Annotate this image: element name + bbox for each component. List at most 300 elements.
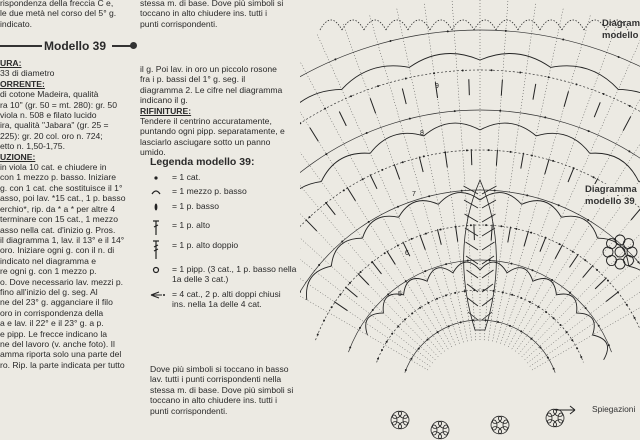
chart-chain-dot xyxy=(502,291,504,293)
model-header xyxy=(0,38,140,54)
col1-line: 225): gr. 20 col. oro n. 724; xyxy=(0,130,103,141)
chart-leaf-vein xyxy=(465,228,478,236)
chart-chain-dot xyxy=(470,224,472,226)
chart-chain-dot xyxy=(341,241,343,243)
col1-top-text xyxy=(0,0,134,29)
chart-chain-dot xyxy=(559,324,561,326)
col1-line: o. Dove necessario lav. mezzi p. xyxy=(0,276,124,287)
chart-spoke xyxy=(300,61,448,349)
col1-line: con 1 mezzo p. basso. Iniziare xyxy=(0,172,117,183)
chart-chain-dot xyxy=(409,118,411,120)
chart-chain-dot xyxy=(445,263,447,265)
chart-chain-dot xyxy=(428,195,430,197)
chart-top-arch xyxy=(430,20,452,30)
chart-top-arch xyxy=(364,20,386,30)
chart-chain-dot xyxy=(485,319,487,321)
col1-line: di cotone Madeira, qualità xyxy=(0,89,99,100)
chart-chain-dot xyxy=(384,252,386,254)
double-stitch-icon xyxy=(150,220,170,232)
chart-chain-dot xyxy=(511,294,513,296)
chart-chain-dot xyxy=(427,339,429,341)
chart-stitch xyxy=(306,219,317,231)
footer-line: stessa m. di base. Dove più simboli si xyxy=(150,384,294,395)
chart-chain-dot xyxy=(424,270,426,272)
chart-chain-dot xyxy=(618,56,620,58)
chart-chain-dot xyxy=(520,297,522,299)
chart-flower-petal xyxy=(503,420,509,430)
chart-chain-dot xyxy=(499,110,501,112)
chart-chain-dot xyxy=(418,348,420,350)
chart-chain-dot xyxy=(580,356,582,358)
chart-top-arch xyxy=(518,20,540,30)
col1-line: ra 10" (gr. 50 = mt. 280): gr. 50 xyxy=(0,99,117,110)
chart-chain-dot xyxy=(530,232,532,234)
chart-ring xyxy=(316,225,640,340)
picot-icon xyxy=(150,264,170,276)
chart-chain-dot xyxy=(585,307,587,309)
legend xyxy=(150,172,320,314)
chart-spoke xyxy=(488,4,535,341)
chart-flower-petal xyxy=(546,413,552,423)
chart-stitch xyxy=(533,84,536,100)
chart-chain-dot xyxy=(300,291,301,293)
col1-line: amma riporta solo una parte del xyxy=(0,349,122,360)
chart-scallop xyxy=(593,335,608,360)
chart-chain-dot xyxy=(576,347,578,349)
col2-line: puntando ogni pipp. separatamente, e xyxy=(140,126,285,137)
chart-chain-dot xyxy=(437,331,439,333)
chart-stitch xyxy=(387,251,395,265)
crochet-diagram xyxy=(300,0,640,440)
chart-chain-dot xyxy=(397,206,399,208)
chart-chain-dot xyxy=(391,333,393,335)
chart-scallop xyxy=(362,216,398,238)
chart-leaf-vein xyxy=(467,270,479,278)
chart-chain-dot xyxy=(405,280,407,282)
chart-flower-petal xyxy=(431,425,437,435)
chart-scallop xyxy=(300,182,321,220)
chart-stitch xyxy=(419,156,423,172)
chart-chain-dot xyxy=(520,330,522,332)
chart-spoke xyxy=(317,35,455,346)
chart-chain-dot xyxy=(454,292,456,294)
chart-stitch xyxy=(437,229,441,245)
chart-scallop xyxy=(409,53,480,67)
model-title: Modello 39 xyxy=(44,39,107,53)
chart-leaf-vein xyxy=(482,298,493,306)
col1-line: oro. Iniziare ogni g. con il n. di xyxy=(0,245,115,256)
chart-stitch xyxy=(583,265,593,277)
footer-line: toccano in alto chiudere ins. tutti i xyxy=(150,395,278,406)
chart-stitch xyxy=(325,202,335,215)
chart-chain-dot xyxy=(377,85,379,87)
chart-leaf-vein xyxy=(482,242,495,250)
chart-scallop xyxy=(556,294,576,313)
chart-chain-dot xyxy=(460,321,462,323)
chart-chain-dot xyxy=(359,327,361,329)
col2-line: Tendere il centrino accuratamente, xyxy=(140,116,272,127)
chart-scallop xyxy=(342,66,410,90)
col1-top-line: le due metà nel corso del 5° g. xyxy=(0,8,117,19)
col1-line: erchio*, rip. da * a * per altre 4 xyxy=(0,203,116,214)
chart-stitch xyxy=(631,208,640,220)
footer-line: lav. tutti i punti corrispondenti nella xyxy=(150,374,282,385)
chart-chain-dot xyxy=(628,150,630,152)
header-dot-icon xyxy=(130,42,137,49)
chart-stitch xyxy=(594,102,600,117)
chart-chain-dot xyxy=(558,243,560,245)
chart-chain-dot xyxy=(402,161,404,163)
chart-stitch xyxy=(469,79,470,95)
legend-row xyxy=(150,186,320,196)
chart-ring xyxy=(300,70,640,287)
legend-title: Legenda modello 39: xyxy=(150,156,255,168)
legend-text: ins. nella 1a delle 4 cat. xyxy=(172,299,262,310)
chart-scallop xyxy=(536,133,590,153)
chart-chain-dot xyxy=(436,298,438,300)
chart-chain-dot xyxy=(584,259,586,261)
chart-chain-dot xyxy=(596,269,598,271)
chart-chain-dot xyxy=(551,279,553,281)
chart-stitch xyxy=(370,174,377,188)
chart-chain-dot xyxy=(537,306,539,308)
col2-line: il g. Poi lav. in oro un piccolo rosone xyxy=(140,64,277,74)
chart-scallop xyxy=(331,238,362,266)
chart-chain-dot xyxy=(368,221,370,223)
chart-chain-dot xyxy=(300,122,301,124)
col1-line: il diagramma 1, lav. il 13° e il 14° xyxy=(0,234,125,245)
legend-row xyxy=(150,240,320,250)
chart-stitch xyxy=(345,287,357,297)
chart-stitch xyxy=(606,292,619,302)
chart-chain-dot xyxy=(405,77,407,79)
chart-scallop xyxy=(522,201,562,218)
chart-stitch xyxy=(524,231,528,246)
chart-scallop xyxy=(533,279,557,295)
chart-scallop xyxy=(427,268,453,282)
col1-line: e pipp. Le frecce indicano la xyxy=(0,328,108,339)
col1-line: 33 di diametro xyxy=(0,68,55,79)
chart-chain-dot xyxy=(548,76,550,78)
footer-line: punti corrispondenti. xyxy=(150,405,228,416)
chart-stitch xyxy=(496,150,497,166)
chart-flower-petal xyxy=(403,415,409,425)
diagram2-label-1: Diagram xyxy=(602,18,640,29)
col1-line: ro. Rip. la parte indicata per tutto xyxy=(0,359,125,370)
chart-chain-dot xyxy=(419,307,421,309)
col1-line: asso nella cat. d'inizio g. Pros. xyxy=(0,224,116,235)
treble-stitch-icon xyxy=(150,240,170,252)
col1-line: asso, poi lav. *15 cat., 1 p. basso xyxy=(0,193,126,204)
chart-top-arch xyxy=(474,20,496,30)
chart-chain-dot xyxy=(454,110,456,112)
legend-text: = 1 mezzo p. basso xyxy=(172,186,247,197)
chart-scallop xyxy=(366,313,384,335)
chart-chain-dot xyxy=(349,347,351,349)
chart-chain-dot xyxy=(343,189,345,191)
chart-stitch xyxy=(420,235,425,250)
chart-chain-dot xyxy=(366,132,368,134)
col1-line: oro in corrispondenza della xyxy=(0,307,104,318)
chart-stitch xyxy=(394,164,399,179)
col1-line: ne del 23° g. agganciare il filo xyxy=(0,297,113,308)
chart-chain-dot xyxy=(500,225,502,227)
chart-chain-dot xyxy=(571,339,573,341)
chart-leaf-vein xyxy=(465,214,479,222)
chart-chain-dot xyxy=(410,358,412,360)
explanations-label: Spiegazioni xyxy=(592,404,636,414)
legend-row xyxy=(150,289,320,310)
col2-top-line: punti corrispondenti. xyxy=(140,18,218,29)
chart-chain-dot xyxy=(464,290,466,292)
chart-chain-dot xyxy=(505,30,507,32)
chart-scallop xyxy=(480,262,507,273)
legend-text: = 1 pipp. (3 cat., 1 p. basso nella xyxy=(172,264,297,275)
chart-scallop xyxy=(480,53,551,67)
chart-chain-dot xyxy=(553,317,555,319)
col2-top-text xyxy=(140,0,308,29)
legend-row xyxy=(150,220,320,230)
chart-chain-dot xyxy=(575,83,577,85)
chart-chain-dot xyxy=(360,271,362,273)
chart-scallop xyxy=(438,193,480,205)
chart-chain-dot xyxy=(544,116,546,118)
chart-chain-dot xyxy=(411,238,413,240)
col1-line: ira, qualità "Jabara" (gr. 25 = xyxy=(0,120,109,131)
chart-chain-dot xyxy=(350,95,352,97)
col1-line: a e lav. il 22° e il 23° g. a p. xyxy=(0,318,104,329)
chart-chain-dot xyxy=(552,160,554,162)
col1-line: g. con 1 cat. che sostituisce il 1° xyxy=(0,182,123,193)
legend-text: 1a delle 3 cat.) xyxy=(172,274,229,285)
chart-chain-dot xyxy=(397,325,399,327)
col1-line: re ogni g. con 1 mezzo p. xyxy=(0,266,97,277)
col1-line: viola n. 508 e filato lucido xyxy=(0,110,97,121)
col1-line: etto n. 1,50-1,75. xyxy=(0,141,65,152)
chart-top-arch xyxy=(342,20,364,30)
chart-chain-dot xyxy=(325,153,327,155)
chart-scallop xyxy=(424,123,480,136)
chart-top-arch xyxy=(452,20,474,30)
chart-chain-dot xyxy=(626,304,628,306)
chart-chain-dot xyxy=(427,302,429,304)
chart-chain-dot xyxy=(547,357,549,359)
chart-stitch xyxy=(474,224,475,240)
chart-chain-dot xyxy=(519,71,521,73)
chart-chain-dot xyxy=(497,321,499,323)
col1-line: ne del lavoro (v. anche foto). Il xyxy=(0,338,115,349)
chart-scallop xyxy=(399,201,439,218)
chart-chain-dot xyxy=(447,30,449,32)
chart-stitch xyxy=(564,91,568,106)
legend-text: = 1 cat. xyxy=(172,172,201,182)
chart-spoke xyxy=(497,15,591,342)
chart-scallop xyxy=(577,313,595,335)
chart-top-arch xyxy=(408,20,430,30)
chart-stitch xyxy=(555,245,563,259)
chart-chain-dot xyxy=(466,149,468,151)
chart-chain-dot xyxy=(467,260,469,262)
chart-stitch xyxy=(521,153,524,169)
chart-spoke xyxy=(532,200,640,370)
legend-row xyxy=(150,264,320,285)
col2-top-line: toccano in alto chiudere ins. tutti i xyxy=(140,8,268,19)
chart-chain-dot xyxy=(530,338,532,340)
chart-stitch xyxy=(456,226,458,242)
col1-body xyxy=(0,58,134,370)
chart-chain-dot xyxy=(515,228,517,230)
col1-line: fino all'inizio del g. seg. Al xyxy=(0,286,98,297)
col1-line: ORRENTE: xyxy=(0,78,45,89)
chart-chain-dot xyxy=(587,219,589,221)
col1-line: URA: xyxy=(0,58,22,68)
chart-stitch xyxy=(491,224,492,240)
chart-spoke xyxy=(452,1,476,340)
rosette-center xyxy=(615,247,625,257)
chart-stitch xyxy=(508,227,511,243)
chart-chain-dot xyxy=(529,301,531,303)
chart-chain-dot xyxy=(598,325,600,327)
chart-scallop xyxy=(480,123,536,136)
chart-chain-dot xyxy=(404,319,406,321)
chart-spoke xyxy=(300,112,438,357)
chart-chain-dot xyxy=(491,69,493,71)
chart-row-number: 6 xyxy=(405,250,409,257)
chart-chain-dot xyxy=(603,93,605,95)
legend-text: = 4 cat., 2 p. alti doppi chiusi xyxy=(172,288,281,299)
chart-top-arch xyxy=(562,20,584,30)
chart-stitch xyxy=(545,159,549,174)
legend-text: = 1 p. basso xyxy=(172,200,220,211)
chart-chain-dot xyxy=(637,261,639,263)
chart-chain-dot xyxy=(531,269,533,271)
chart-chain-dot xyxy=(562,38,564,40)
chart-chain-dot xyxy=(334,58,336,60)
chart-chain-dot xyxy=(553,368,555,370)
chart-chain-dot xyxy=(531,154,533,156)
chart-flower-petal xyxy=(391,415,397,425)
col2-line: RIFINITURE: xyxy=(140,105,192,116)
chart-stitch xyxy=(372,261,382,274)
chart-chain-dot xyxy=(592,176,594,178)
diagram2-label-2: modello xyxy=(602,30,639,41)
chart-chain-dot xyxy=(397,244,399,246)
chart-chain-dot xyxy=(526,194,528,196)
chart-stitch xyxy=(370,98,375,113)
chart-chain-dot xyxy=(485,224,487,226)
chart-stitch xyxy=(471,149,472,165)
chart-leaf-vein xyxy=(466,242,479,250)
chart-leaf-vein xyxy=(482,228,495,236)
chart-chain-dot xyxy=(433,72,435,74)
rosette-petal xyxy=(623,239,633,249)
chart-spoke xyxy=(397,9,468,342)
chart-chain-dot xyxy=(462,69,464,71)
chart-ring xyxy=(300,150,640,314)
col2-line: fra i p. bassi del 1° g. seg. il xyxy=(140,74,246,85)
chart-stitch xyxy=(358,273,369,285)
chart-chain-dot xyxy=(377,358,379,360)
single-stitch-icon xyxy=(150,201,170,213)
chart-chain-dot xyxy=(309,216,311,218)
col1-line: UZIONE: xyxy=(0,151,36,162)
chart-chain-dot xyxy=(317,333,319,335)
legend-footer xyxy=(150,364,320,416)
col2-line: indicano il g. xyxy=(140,95,188,106)
chart-chain-dot xyxy=(629,105,631,107)
chart-scallop xyxy=(480,193,522,205)
chart-scallop xyxy=(453,262,480,273)
chart-chain-dot xyxy=(324,108,326,110)
chart-chain-dot xyxy=(381,349,383,351)
chart-stitch xyxy=(595,278,607,289)
chart-leaf-vein xyxy=(468,312,478,320)
chart-chain-dot xyxy=(566,331,568,333)
col1-line: terminare con 15 cat., 1 mezzo xyxy=(0,214,118,225)
chart-stitch xyxy=(310,128,318,142)
chart-chain-dot xyxy=(509,151,511,153)
chart-chain-dot xyxy=(318,264,320,266)
chart-leaf-vein xyxy=(482,270,494,278)
chart-arrow-icon xyxy=(555,406,575,414)
chart-spoke xyxy=(370,15,464,342)
chart-top-arch xyxy=(386,20,408,30)
col1-top-line: rispondenza della freccia C e, xyxy=(0,0,114,8)
chart-chain-dot xyxy=(545,311,547,313)
legend-text: = 1 p. alto xyxy=(172,220,210,231)
chart-top-arch xyxy=(320,20,342,30)
chart-flower-petal xyxy=(558,413,564,423)
chart-chain-dot xyxy=(425,233,427,235)
chart-stitch xyxy=(569,254,578,267)
diagram1-label-2: modello 39 xyxy=(585,196,635,207)
chart-row-number: 5 xyxy=(398,291,402,298)
chart-flower-petal xyxy=(491,420,497,430)
chart-chain-dot xyxy=(494,190,496,192)
chart-chain-dot xyxy=(349,282,351,284)
chart-chain-dot xyxy=(607,280,609,282)
chart-chain-dot xyxy=(509,325,511,327)
col2-body xyxy=(140,64,308,158)
cluster-icon xyxy=(150,289,170,301)
chart-leaf-vein xyxy=(482,312,492,320)
chart-flower-petal xyxy=(443,425,449,435)
chart-chain-dot xyxy=(411,312,413,314)
chart-scallop xyxy=(507,268,533,282)
chart-chain-dot xyxy=(440,228,442,230)
chart-chain-dot xyxy=(389,40,391,42)
half-stitch-icon xyxy=(150,186,170,198)
chart-stitch xyxy=(339,111,346,125)
chart-chain-dot xyxy=(510,263,512,265)
chart-spoke xyxy=(484,1,508,340)
chart-scallop xyxy=(404,279,428,295)
chart-spoke xyxy=(300,132,435,360)
chart-chain-dot xyxy=(331,306,333,308)
legend-row xyxy=(150,201,320,211)
chart-scallop xyxy=(306,266,331,300)
chart-scallop xyxy=(370,133,424,153)
chart-chain-dot xyxy=(488,149,490,151)
chart-top-arch xyxy=(496,20,518,30)
chart-stitch xyxy=(347,187,355,201)
chart-spoke xyxy=(424,4,471,341)
chart-stitch xyxy=(540,237,546,252)
chart-chain-dot xyxy=(445,294,447,296)
chart-chain-dot xyxy=(405,369,407,371)
chart-chain-dot xyxy=(386,341,388,343)
chart-chain-dot xyxy=(362,178,364,180)
